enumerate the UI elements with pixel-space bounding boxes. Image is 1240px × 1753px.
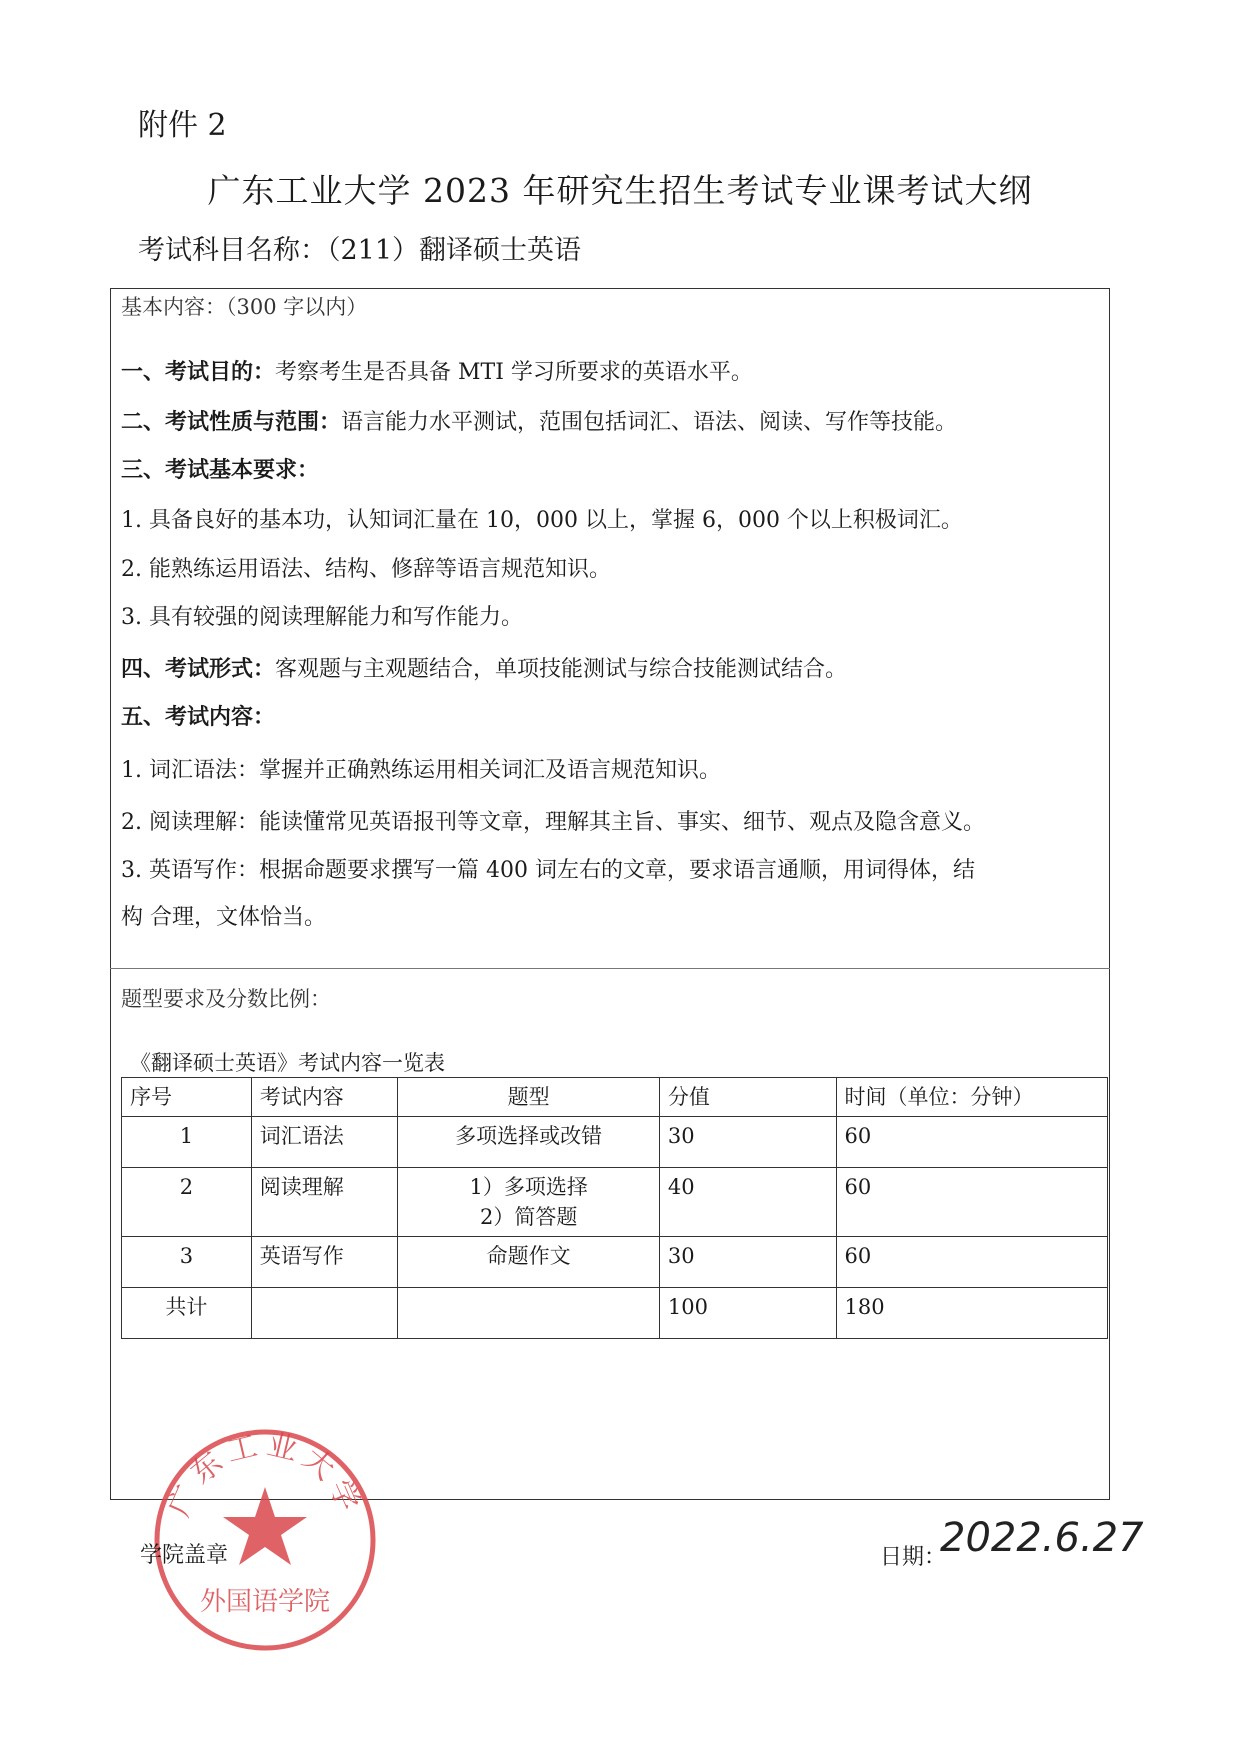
seal-star-icon	[223, 1487, 307, 1565]
box-divider	[110, 968, 1110, 969]
section-3-heading: 三、考试基本要求：	[121, 457, 320, 483]
date-label: 日期：	[880, 1545, 947, 1570]
cell-content	[251, 1288, 398, 1339]
section-4-text: 客观题与主观题结合，单项技能测试与综合技能测试结合。	[275, 657, 848, 682]
cell-type: 多项选择或改错	[398, 1117, 659, 1168]
section-3-item-2: 2. 能熟练运用语法、结构、修辞等语言规范知识。	[121, 557, 611, 582]
cell-type	[398, 1168, 659, 1237]
cell-score: 30	[659, 1237, 836, 1288]
section-3-item-1: 1. 具备良好的基本功，认知词汇量在 10，000 以上，掌握 6，000 个以上积极词汇。	[121, 508, 963, 533]
section-5-item-3-cont: 构 合理，文体恰当。	[121, 905, 326, 930]
cell-no: 2	[122, 1168, 252, 1237]
attachment-label: 附件 2	[138, 108, 227, 143]
cell-score: 30	[659, 1117, 836, 1168]
header-no: 序号	[122, 1078, 252, 1117]
section-1-heading: 一、考试目的：	[121, 359, 276, 385]
cell-content: 英语写作	[251, 1237, 398, 1288]
table-header-row	[122, 1078, 1108, 1117]
header-score: 分值	[659, 1078, 836, 1117]
cell-content: 词汇语法	[251, 1117, 398, 1168]
cell-no: 1	[122, 1117, 252, 1168]
section-2-heading: 二、考试性质与范围：	[121, 409, 342, 435]
section-2	[121, 405, 957, 436]
header-time: 时间（单位：分钟）	[836, 1078, 1107, 1117]
page-title: 广东工业大学 2023 年研究生招生考试专业课考试大纲	[207, 171, 1033, 210]
header-content: 考试内容	[251, 1078, 398, 1117]
cell-time: 60	[836, 1117, 1107, 1168]
section-1-text: 考察考生是否具备 MTI 学习所要求的英语水平。	[275, 360, 753, 385]
header-type: 题型	[398, 1078, 659, 1117]
section-1	[121, 355, 753, 386]
exam-subject: 考试科目名称：（211）翻译硕士英语	[138, 235, 582, 266]
table-row	[122, 1237, 1108, 1288]
cell-type: 命题作文	[398, 1237, 659, 1288]
section-4-heading: 四、考试形式：	[121, 656, 276, 682]
cell-score: 40	[659, 1168, 836, 1237]
section-5-item-2: 2. 阅读理解：能读懂常见英语报刊等文章，理解其主旨、事实、细节、观点及隐含意义。	[121, 810, 985, 835]
basic-content-label: 基本内容：（300 字以内）	[121, 295, 368, 319]
handwritten-date: 2022.6.27	[940, 1515, 1144, 1561]
table-caption: 《翻译硕士英语》考试内容一览表	[130, 1051, 445, 1075]
cell-total-label: 共计	[122, 1288, 252, 1339]
cell-type-line-2: 2）简答题	[479, 1205, 578, 1229]
cell-time: 60	[836, 1168, 1107, 1237]
table-row	[122, 1117, 1108, 1168]
exam-content-table	[121, 1077, 1108, 1339]
cell-score: 100	[659, 1288, 836, 1339]
table-row	[122, 1168, 1108, 1237]
cell-type-line-1: 1）多项选择	[469, 1175, 588, 1199]
cell-time: 60	[836, 1237, 1107, 1288]
seal-label: 学院盖章	[140, 1543, 229, 1568]
section-4	[121, 652, 847, 683]
section-2-text: 语言能力水平测试，范围包括词汇、语法、阅读、写作等技能。	[341, 410, 958, 435]
section-5-item-1: 1. 词汇语法：掌握并正确熟练运用相关词汇及语言规范知识。	[121, 758, 721, 783]
table-total-row	[122, 1288, 1108, 1339]
cell-time: 180	[836, 1288, 1107, 1339]
section-5-item-3: 3. 英语写作：根据命题要求撰写一篇 400 词左右的文章，要求语言通顺，用词得体，结	[121, 858, 975, 883]
question-types-label: 题型要求及分数比例：	[121, 987, 331, 1011]
cell-content: 阅读理解	[251, 1168, 398, 1237]
section-5-heading: 五、考试内容：	[121, 704, 276, 730]
seal-text-top: 广东工业大学	[161, 1427, 369, 1522]
cell-type	[398, 1288, 659, 1339]
seal-text-bottom: 外国语学院	[199, 1587, 331, 1617]
section-3-item-3: 3. 具有较强的阅读理解能力和写作能力。	[121, 605, 523, 630]
cell-no: 3	[122, 1237, 252, 1288]
